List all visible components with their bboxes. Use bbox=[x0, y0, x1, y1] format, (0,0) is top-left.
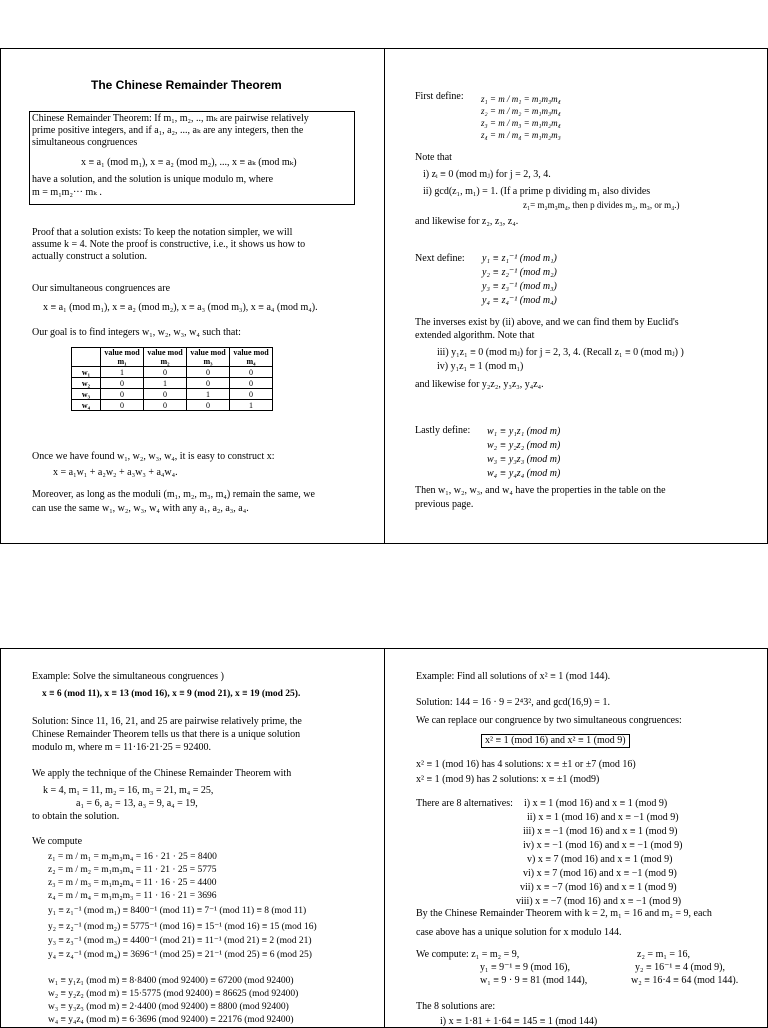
moreover-line: Moreover, as long as the moduli (m₁, m₂, m₃, m₄) remain the same, we bbox=[32, 489, 315, 500]
table-cell: 1 bbox=[230, 400, 273, 411]
property-iii: iii) y₁z₁ ≡ 0 (mod mⱼ) for j = 2, 3, 4. (Recall z₁ ≡ 0 (mod mⱼ) ) bbox=[437, 347, 684, 358]
y-definition: y₄ ≡ z₄⁻¹ (mod m₄) bbox=[482, 295, 557, 306]
table-cell: 0 bbox=[144, 400, 187, 411]
table-corner bbox=[72, 348, 101, 367]
we-compute-label: We compute bbox=[32, 836, 83, 847]
table-row bbox=[72, 400, 273, 411]
replace-line: We can replace our congruence by two simultaneous congruences: bbox=[416, 715, 682, 726]
next-define-label: Next define: bbox=[415, 253, 465, 264]
first-define-label: First define: bbox=[415, 91, 464, 102]
lastly-define-label: Lastly define: bbox=[415, 425, 471, 436]
by-crt-line: By the Chinese Remainder Theorem with k = 2, m₁ = 16 and m₂ = 9, each bbox=[416, 908, 712, 919]
table-cell: 0 bbox=[144, 389, 187, 400]
solution-count: x² ≡ 1 (mod 16) has 4 solutions: x ≡ ±1 or ±7 (mod 16) bbox=[416, 759, 636, 770]
apply-line: to obtain the solution. bbox=[32, 811, 120, 822]
slide-crt-example-2 bbox=[384, 648, 768, 1028]
table-cell: 0 bbox=[230, 378, 273, 389]
proof-line: actually construct a solution. bbox=[32, 251, 147, 262]
apply-params: k = 4, m₁ = 11, m₂ = 16, m₃ = 21, m₄ = 25, bbox=[43, 785, 214, 796]
construct-formula: x = a₁w₁ + a₂w₂ + a₃w₃ + a₄w₄. bbox=[53, 467, 178, 478]
table-cell: 0 bbox=[144, 367, 187, 378]
proof-line: assume k = 4. Note the proof is constructive, i.e., it shows us how to bbox=[32, 239, 306, 250]
then-line: previous page. bbox=[415, 499, 474, 510]
table-cell: 0 bbox=[101, 389, 144, 400]
solution-line: Solution: 144 = 16 · 9 = 2⁴3², and gcd(16,9) = 1. bbox=[416, 697, 610, 708]
table-header: value mod m₂ bbox=[144, 348, 187, 367]
table-cell: 0 bbox=[187, 367, 230, 378]
then-line: Then w₁, w₂, w₃, and w₄ have the properties in the table on the bbox=[415, 485, 666, 496]
example-prompt: Example: Solve the simultaneous congruences ) bbox=[32, 671, 224, 682]
w-computation: w₄ ≡ y₄z₄ (mod m) ≡ 6·3696 (mod 92400) ≡ 22176 (mod 92400) bbox=[48, 1015, 294, 1025]
w-computation: w₂ ≡ y₂z₂ (mod m) ≡ 15·5775 (mod 92400) ≡ 86625 (mod 92400) bbox=[48, 989, 299, 999]
example-prompt: Example: Find all solutions of x² ≡ 1 (mod 144). bbox=[416, 671, 611, 682]
y-definition: y₁ ≡ z₁⁻¹ (mod m₁) bbox=[482, 253, 557, 264]
value-table bbox=[71, 347, 273, 411]
table-cell: 0 bbox=[230, 367, 273, 378]
moreover-line: can use the same w₁, w₂, w₃, w₄ with any a₁, a₂, a₃, a₄. bbox=[32, 503, 249, 514]
slide-crt-proof bbox=[384, 48, 768, 544]
slide-crt-theorem bbox=[0, 48, 385, 544]
goal-line: Our goal is to find integers w₁, w₂, w₃, w₄ such that: bbox=[32, 327, 241, 338]
note-item-continued: z₁= m₂m₃m₄, then p divides m₂, m₃, or m₄.) bbox=[523, 200, 680, 210]
table-header: value mod m₃ bbox=[187, 348, 230, 367]
w1-computation: w₁ ≡ 9 · 9 ≡ 81 (mod 144), bbox=[480, 975, 588, 986]
z-computation: z₄ = m / m₄ = m₁m₂m₃ = 11 · 16 · 21 = 3696 bbox=[48, 891, 217, 901]
z-computation: z₃ = m / m₃ = m₁m₂m₄ = 11 · 16 · 25 = 4400 bbox=[48, 878, 217, 888]
y2-computation: y₂ ≡ 16⁻¹ ≡ 4 (mod 9), bbox=[635, 962, 725, 973]
table-cell: 0 bbox=[187, 400, 230, 411]
y-computation: y₄ ≡ z₄⁻¹ (mod m₄) ≡ 3696⁻¹ (mod 25) ≡ 21⁻¹ (mod 25) ≡ 6 (mod 25) bbox=[48, 950, 312, 960]
y1-computation: y₁ ≡ 9⁻¹ ≡ 9 (mod 16), bbox=[480, 962, 570, 973]
row-label: w₂ bbox=[72, 378, 101, 389]
table-row bbox=[72, 367, 273, 378]
w-computation: w₃ ≡ y₃z₃ (mod m) ≡ 2·4400 (mod 92400) ≡ 8800 (mod 92400) bbox=[48, 1002, 289, 1012]
z-definition: z₄ = m / m₄ = m₁m₂m₃ bbox=[481, 130, 561, 140]
theorem-line: Chinese Remainder Theorem: If m₁, m₂, .., mₖ are pairwise relatively bbox=[32, 113, 309, 124]
note-item: ii) gcd(z₁, m₁) = 1. (If a prime p dividing m₁ also divides bbox=[423, 186, 651, 197]
theorem-congruences: x ≡ a₁ (mod m₁), x ≡ a₂ (mod m₂), ..., x ≡ aₖ (mod mₖ) bbox=[81, 157, 297, 168]
boxed-congruences: x² ≡ 1 (mod 16) and x² ≡ 1 (mod 9) bbox=[481, 734, 630, 748]
z-definition: z₁ = m / m₁ = m₂m₃m₄ bbox=[481, 94, 561, 104]
note-item: i) zᵢ ≡ 0 (mod mⱼ) for j = 2, 3, 4. bbox=[423, 169, 551, 180]
alternative-item: iv) x ≡ −1 (mod 16) and x ≡ −1 (mod 9) bbox=[523, 840, 683, 851]
apply-line: We apply the technique of the Chinese Remainder Theorem with bbox=[32, 768, 292, 779]
inverses-line: extended algorithm. Note that bbox=[415, 330, 535, 341]
table-cell: 0 bbox=[187, 378, 230, 389]
table-cell: 1 bbox=[101, 367, 144, 378]
y-definition: y₂ ≡ z₂⁻¹ (mod m₂) bbox=[482, 267, 557, 278]
y-definition: y₃ ≡ z₃⁻¹ (mod m₃) bbox=[482, 281, 557, 292]
alternative-item: iii) x ≡ −1 (mod 16) and x ≡ 1 (mod 9) bbox=[523, 826, 678, 837]
row-label: w₃ bbox=[72, 389, 101, 400]
note-that-label: Note that bbox=[415, 152, 452, 163]
alternative-item: vii) x ≡ −7 (mod 16) and x ≡ 1 (mod 9) bbox=[520, 882, 677, 893]
row-label: w₁ bbox=[72, 367, 101, 378]
z2-computation: z₂ = m₁ = 16, bbox=[637, 949, 690, 960]
property-iv: iv) y₁z₁ ≡ 1 (mod m₁) bbox=[437, 361, 524, 372]
solution-line: modulo m, where m = 11·16·21·25 = 92400. bbox=[32, 742, 211, 753]
alternatives-label: There are 8 alternatives: bbox=[416, 798, 513, 809]
eight-solutions-label: The 8 solutions are: bbox=[416, 1001, 496, 1012]
theorem-line: prime positive integers, and if a₁, a₂, ..., aₖ are any integers, then the bbox=[32, 125, 304, 136]
y-computation: y₁ ≡ z₁⁻¹ (mod m₁) ≡ 8400⁻¹ (mod 11) ≡ 7⁻¹ (mod 11) ≡ 8 (mod 11) bbox=[48, 906, 307, 916]
y-computation: y₂ ≡ z₂⁻¹ (mod m₂) ≡ 5775⁻¹ (mod 16) ≡ 15⁻¹ (mod 16) ≡ 15 (mod 16) bbox=[48, 922, 317, 932]
apply-params: a₁ = 6, a₂ = 13, a₃ = 9, a₄ = 19, bbox=[76, 798, 198, 809]
slide-title: The Chinese Remainder Theorem bbox=[91, 78, 282, 92]
likewise-line: and likewise for y₂z₂, y₃z₃, y₄z₄. bbox=[415, 379, 544, 390]
z-definition: z₂ = m / m₂ = m₁m₃m₄ bbox=[481, 106, 561, 116]
once-line: Once we have found w₁, w₂, w₃, w₄, it is easy to construct x: bbox=[32, 451, 275, 462]
inverses-line: The inverses exist by (ii) above, and we can find them by Euclid's bbox=[415, 317, 679, 328]
w-definition: w₄ ≡ y₄z₄ (mod m) bbox=[487, 468, 561, 479]
z-computation: z₁ = m / m₁ = m₂m₃m₄ = 16 · 21 · 25 = 8400 bbox=[48, 852, 217, 862]
table-header: value mod m₄ bbox=[230, 348, 273, 367]
simultaneous-congruences: x ≡ a₁ (mod m₁), x ≡ a₂ (mod m₂), x ≡ a₃ (mod m₃), x ≡ a₄ (mod m₄). bbox=[43, 302, 318, 313]
example-congruences: x ≡ 6 (mod 11), x ≡ 13 (mod 16), x ≡ 9 (mod 21), x ≡ 19 (mod 25). bbox=[42, 689, 301, 699]
slide-crt-example-1 bbox=[0, 648, 385, 1028]
solution-line: Chinese Remainder Theorem tells us that there is a unique solution bbox=[32, 729, 301, 740]
w-definition: w₃ ≡ y₃z₃ (mod m) bbox=[487, 454, 561, 465]
table-cell: 1 bbox=[187, 389, 230, 400]
solution-item: i) x ≡ 1·81 + 1·64 ≡ 145 ≡ 1 (mod 144) bbox=[440, 1016, 598, 1027]
w2-computation: w₂ ≡ 16·4 ≡ 64 (mod 144). bbox=[631, 975, 739, 986]
table-cell: 0 bbox=[101, 400, 144, 411]
simultaneous-line: Our simultaneous congruences are bbox=[32, 283, 171, 294]
theorem-line: simultaneous congruences bbox=[32, 137, 138, 148]
solution-count: x² ≡ 1 (mod 9) has 2 solutions: x ≡ ±1 (mod9) bbox=[416, 774, 600, 785]
we-compute-line: We compute: z₁ = m₂ = 9, bbox=[416, 949, 520, 960]
likewise-line: and likewise for z₂, z₃, z₄. bbox=[415, 216, 519, 227]
table-header-row bbox=[72, 348, 273, 367]
table-header: value mod m₁ bbox=[101, 348, 144, 367]
w-definition: w₂ ≡ y₂z₂ (mod m) bbox=[487, 440, 561, 451]
proof-line: Proof that a solution exists: To keep the notation simpler, we will bbox=[32, 227, 293, 238]
table-row bbox=[72, 378, 273, 389]
alternative-item: i) x ≡ 1 (mod 16) and x ≡ 1 (mod 9) bbox=[524, 798, 668, 809]
alternative-item: ii) x ≡ 1 (mod 16) and x ≡ −1 (mod 9) bbox=[527, 812, 679, 823]
z-definition: z₃ = m / m₃ = m₁m₂m₄ bbox=[481, 118, 561, 128]
solution-line: Solution: Since 11, 16, 21, and 25 are pairwise relatively prime, the bbox=[32, 716, 302, 727]
by-crt-line: case above has a unique solution for x modulo 144. bbox=[416, 927, 622, 938]
alternative-item: viii) x ≡ −7 (mod 16) and x ≡ −1 (mod 9) bbox=[516, 896, 682, 907]
w-definition: w₁ ≡ y₁z₁ (mod m) bbox=[487, 426, 561, 437]
w-computation: w₁ ≡ y₁z₁ (mod m) ≡ 8·8400 (mod 92400) ≡ 67200 (mod 92400) bbox=[48, 976, 294, 986]
table-cell: 0 bbox=[101, 378, 144, 389]
theorem-line: have a solution, and the solution is unique modulo m, where bbox=[32, 174, 274, 185]
alternative-item: vi) x ≡ 7 (mod 16) and x ≡ −1 (mod 9) bbox=[523, 868, 677, 879]
z-computation: z₂ = m / m₂ = m₁m₃m₄ = 11 · 21 · 25 = 5775 bbox=[48, 865, 217, 875]
row-label: w₄ bbox=[72, 400, 101, 411]
theorem-line: m = m₁m₂··· mₖ . bbox=[32, 187, 102, 198]
alternative-item: v) x ≡ 7 (mod 16) and x ≡ 1 (mod 9) bbox=[527, 854, 673, 865]
table-cell: 0 bbox=[230, 389, 273, 400]
y-computation: y₃ ≡ z₃⁻¹ (mod m₃) ≡ 4400⁻¹ (mod 21) ≡ 11⁻¹ (mod 21) ≡ 2 (mod 21) bbox=[48, 936, 312, 946]
table-row bbox=[72, 389, 273, 400]
table-cell: 1 bbox=[144, 378, 187, 389]
